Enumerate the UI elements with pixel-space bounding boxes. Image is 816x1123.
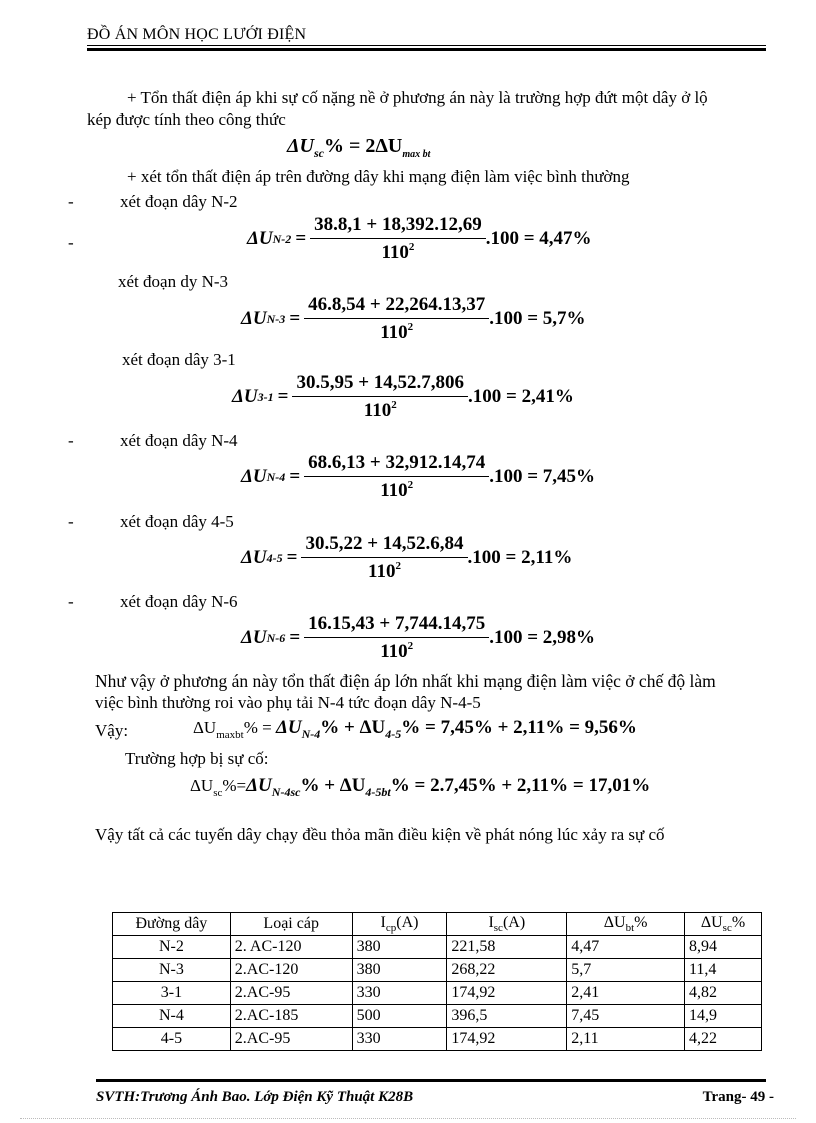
table-row: [113, 1028, 762, 1051]
fraction-numerator: 30.5,22 + 14,52.6,84: [301, 533, 467, 558]
formula-text: ΔU: [275, 717, 302, 738]
table-row: [113, 982, 762, 1005]
section-label: xét đoạn dây 3-1: [122, 350, 236, 369]
table-cell: 380: [352, 936, 447, 959]
formula-text: 110: [368, 561, 396, 582]
table-cell: N-3: [113, 959, 231, 982]
list-dash: -: [68, 431, 74, 450]
formula-section: [247, 214, 592, 264]
formula-text: ΔU: [287, 135, 314, 157]
table-header-cell: $\Delta U_{sc}\%$: [685, 913, 762, 936]
fraction: [310, 214, 486, 264]
formula-text: % = 2.7,45% + 2,11% = 17,01%: [390, 775, 651, 796]
table-header-cell: Loại cáp: [230, 913, 352, 936]
table-cell: 174,92: [447, 1028, 567, 1051]
formula-sup: 2: [395, 560, 401, 572]
table-row: [113, 1005, 762, 1028]
summary-table: [112, 912, 762, 1051]
paragraph-line: việc bình thường roi vào phụ tải N-4 tức đoạn dây N-4-5: [95, 693, 481, 712]
table-header-cell: $I_{cp}(A)$: [352, 913, 447, 936]
paragraph-line: + Tổn thất điện áp khi sự cố nặng nề ở phương án này là trường hợp đứt một dây ở lộ: [127, 88, 708, 107]
table-cell: 396,5: [447, 1005, 567, 1028]
formula-text: 110: [363, 400, 392, 421]
footer-author: SVTH:Trương Ánh Bao. Lớp Điện Kỹ Thuật K28B: [96, 1089, 414, 1105]
section-label: xét đoạn dây N-6: [120, 592, 238, 611]
table-header-row: [113, 913, 762, 936]
formula-section: [241, 533, 572, 583]
fraction: [292, 372, 468, 422]
formula-text: % = 2ΔU: [323, 135, 403, 157]
table-cell: 8,94: [685, 936, 762, 959]
formula-section: [232, 372, 574, 422]
table-cell: 330: [352, 1028, 447, 1051]
fraction-denominator: [304, 477, 489, 502]
formula-sub: 3-1: [257, 389, 274, 404]
table-cell: 221,58: [447, 936, 567, 959]
formula-sub: sc: [313, 146, 324, 160]
fraction-numerator: 30.5,95 + 14,52.7,806: [292, 372, 468, 397]
table-cell: 4,22: [685, 1028, 762, 1051]
fraction-denominator: [304, 638, 489, 663]
table-cell: 2,41: [567, 982, 685, 1005]
su-co-label: Trường hợp bị sự cố:: [125, 749, 269, 768]
table-header-cell: $I_{sc}(A)$: [447, 913, 567, 936]
formula-text: =: [289, 466, 301, 487]
formula-sup: 2: [408, 241, 415, 253]
formula-result: .100 = 2,98%: [489, 627, 596, 648]
formula-section: [241, 294, 586, 344]
table-cell: 380: [352, 959, 447, 982]
formula-sub: 4-5: [385, 727, 402, 741]
list-dash: -: [68, 192, 74, 211]
formula-sub: 4-5: [266, 550, 283, 565]
formula-text: %=: [222, 776, 247, 795]
final-sentence: Vậy tất cả các tuyến dây chạy đều thỏa mãn điều kiện về phát nóng lúc xảy ra sự cố: [95, 825, 665, 844]
list-dash: -: [68, 512, 74, 531]
formula-text: ΔU: [193, 718, 217, 737]
formula-sup: 2: [407, 321, 414, 333]
section-label: xét đoạn dây N-2: [120, 192, 238, 211]
formula-result: .100 = 7,45%: [489, 466, 596, 487]
fraction: [304, 452, 489, 502]
formula-sub: max bt: [402, 149, 431, 160]
formula-text: =: [286, 547, 298, 568]
formula-section: [241, 613, 595, 663]
table-cell: 4,47: [567, 936, 685, 959]
table-cell: 330: [352, 982, 447, 1005]
formula-sub: sc: [213, 787, 223, 799]
fraction: [304, 294, 489, 344]
fraction-numerator: 46.8,54 + 22,264.13,37: [304, 294, 489, 319]
formula-text: ΔU: [241, 547, 267, 568]
table-cell: 2.AC-95: [230, 1028, 352, 1051]
formula-text: ΔU: [241, 466, 267, 487]
fraction: [301, 533, 467, 583]
table-cell: 174,92: [447, 982, 567, 1005]
formula-sub: N-6: [266, 630, 286, 645]
table-cell: 2.AC-185: [230, 1005, 352, 1028]
page-bottom-dotted-line: [20, 1118, 796, 1119]
formula-sub: N-3: [266, 311, 286, 326]
fraction-denominator: [292, 397, 468, 422]
table-cell: 5,7: [567, 959, 685, 982]
formula-text: 110: [380, 480, 408, 501]
formula-text: % =: [243, 718, 276, 737]
formula-sub: N-2: [272, 231, 292, 246]
formula-text: ΔU: [246, 775, 272, 796]
formula-sup: 2: [407, 640, 414, 652]
table-row: [113, 959, 762, 982]
vay-label: Vậy:: [95, 721, 129, 740]
formula-sub: N-4: [301, 727, 321, 741]
table-cell: N-4: [113, 1005, 231, 1028]
section-label: xét đoạn dây N-4: [120, 431, 238, 450]
formula-text: =: [277, 386, 289, 407]
table-cell: 3-1: [113, 982, 231, 1005]
formula-result: .100 = 2,41%: [468, 386, 574, 407]
formula-text: % + ΔU: [320, 717, 386, 738]
fraction-denominator: [301, 558, 467, 583]
list-dash: -: [68, 592, 74, 611]
footer-rule: [96, 1079, 766, 1082]
fraction-numerator: 68.6,13 + 32,912.14,74: [304, 452, 489, 477]
fraction-numerator: 16.15,43 + 7,744.14,75: [304, 613, 489, 638]
formula-su-co: [190, 775, 650, 800]
formula-sc: [287, 135, 430, 161]
table-cell: 268,22: [447, 959, 567, 982]
formula-sub: N-4sc: [271, 785, 301, 799]
table-cell: 4,82: [685, 982, 762, 1005]
table-cell: 14,9: [685, 1005, 762, 1028]
formula-result: .100 = 4,47%: [485, 228, 592, 249]
table-header-cell: $\Delta U_{bt}\%$: [567, 913, 685, 936]
formula-vay: [193, 717, 637, 742]
formula-sub: maxbt: [216, 729, 244, 741]
section-label: xét đoạn dây 4-5: [120, 512, 234, 531]
formula-text: ΔU: [232, 386, 258, 407]
formula-text: 110: [380, 322, 408, 343]
header-rule-thick: [87, 48, 766, 51]
formula-result: .100 = 2,11%: [467, 547, 573, 568]
formula-text: 110: [380, 641, 408, 662]
table-row: [113, 936, 762, 959]
table-cell: 500: [352, 1005, 447, 1028]
formula-text: ΔU: [241, 308, 267, 329]
header-rule-thin: [87, 45, 766, 46]
list-dash: -: [68, 233, 74, 252]
table-cell: 2. AC-120: [230, 936, 352, 959]
paragraph-line: Như vậy ở phương án này tổn thất điện áp lớn nhất khi mạng điện làm việc ở chế độ làm: [95, 671, 716, 691]
formula-text: =: [289, 627, 301, 648]
formula-text: ΔU: [247, 228, 273, 249]
formula-text: =: [295, 228, 307, 249]
fraction-denominator: [310, 239, 486, 264]
table-cell: 2.AC-95: [230, 982, 352, 1005]
table-cell: 2.AC-120: [230, 959, 352, 982]
formula-text: % = 7,45% + 2,11% = 9,56%: [401, 717, 637, 738]
formula-text: 110: [381, 242, 409, 263]
formula-sup: 2: [407, 479, 414, 491]
table-cell: 2,11: [567, 1028, 685, 1051]
table-cell: 4-5: [113, 1028, 231, 1051]
table-cell: 7,45: [567, 1005, 685, 1028]
fraction-numerator: 38.8,1 + 18,392.12,69: [310, 214, 486, 239]
table-header-cell: Đường dây: [113, 913, 231, 936]
paragraph-line: kép được tính theo công thức: [87, 110, 286, 129]
fraction: [304, 613, 489, 663]
formula-sub: N-4: [266, 469, 286, 484]
fraction-denominator: [304, 319, 489, 344]
formula-section: [241, 452, 595, 502]
table-cell: 11,4: [685, 959, 762, 982]
paragraph-line: + xét tổn thất điện áp trên đường dây khi mạng điện làm việc bình thường: [127, 167, 630, 186]
formula-result: .100 = 5,7%: [489, 308, 586, 329]
section-label: xét đoạn dy N-3: [118, 272, 229, 291]
formula-sub: 4-5bt: [365, 785, 391, 799]
formula-text: =: [289, 308, 301, 329]
page-header-title: ĐỒ ÁN MÔN HỌC LƯỚI ĐIỆN: [87, 26, 307, 43]
formula-sup: 2: [391, 399, 397, 411]
footer-page-number: Trang- 49 -: [702, 1089, 774, 1105]
formula-text: % + ΔU: [300, 775, 366, 796]
formula-text: ΔU: [241, 627, 267, 648]
table-cell: N-2: [113, 936, 231, 959]
formula-text: ΔU: [190, 776, 214, 795]
